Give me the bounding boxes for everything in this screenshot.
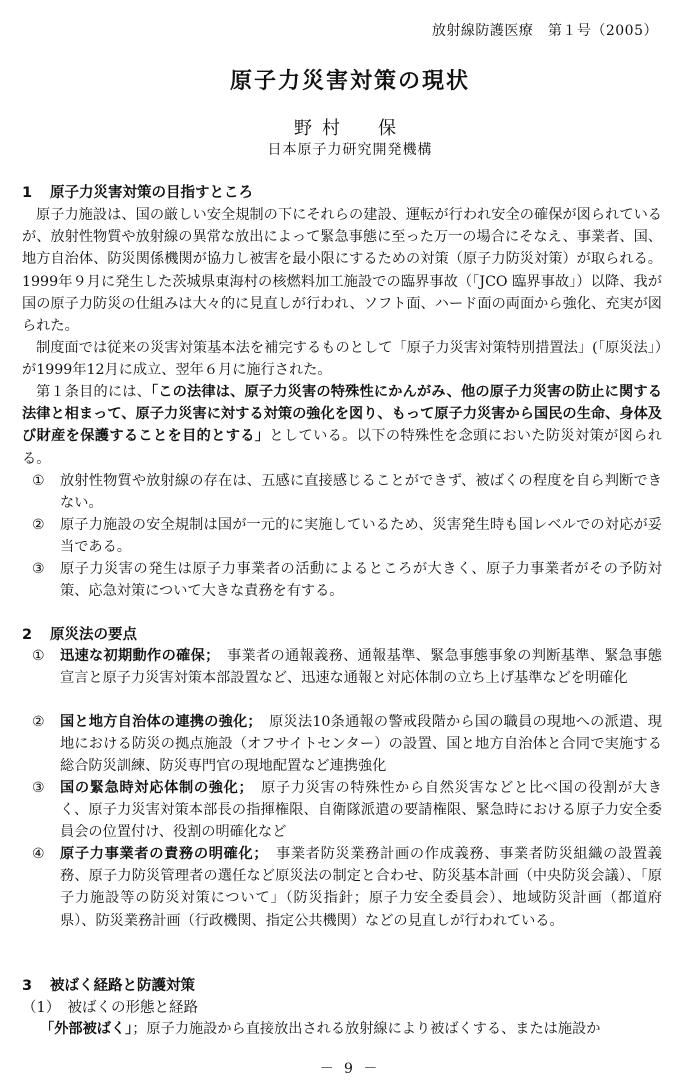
article-tail: としている。以下の特殊性を念頭においた防災対策が図られる。 [22,428,662,467]
list-item [22,470,662,514]
item-number: ① [32,473,45,489]
item-number: ① [32,648,45,664]
list-item [22,514,662,558]
item-number: ③ [32,561,45,577]
paragraph [40,1018,662,1040]
section-title: 原子力災害対策の目指すところ [50,185,253,201]
section-title: 原災法の要点 [50,627,137,643]
paper-title: 原子力災害対策の現状 [229,68,470,94]
page-number: － 9 － [319,1061,381,1077]
paragraph-text: ；原子力施設から直接放出される放射線により被ばくする、または施設か [132,1021,601,1037]
subsection-heading: （1） 被ばくの形態と経路 [22,1000,198,1016]
section-title: 被ばく経路と防護対策 [50,978,195,994]
item-text: 放射性物質や放射線の存在は、五感に直接感じることができず、被ばくの程度を自ら判断できない。 [60,473,662,512]
item-text: 原子力災害の特殊性から自然災害などと比べ国の役割が大きく、原子力災害対策本部長の指揮権限、自衛隊派遣の要請権限、緊急時における原子力安全委員会の位置付け、役割の明確化など [60,780,662,841]
article-quote: 「この法律は、原子力災害の特殊性にかんがみ、他の原子力災害の防止に関する法律と相まって、原子力災害に対する対策の強化を図り、もって原子力災害から国民の生命、身体及び財産を保護することを目的とする」 [22,384,662,445]
section-number: 1 [22,185,33,201]
list-item [22,777,662,844]
item-text: 原災法10条通報の警戒段階から国の職員の現地への派遣、現地における防災の拠点施設（オフサイトセンター）の設置、国と地方自治体と合同で実施する総合防災訓練、防災専門官の現地配置など連携強化 [60,714,662,775]
section-1-heading [22,181,253,202]
article-intro: 第１条目的には、 [36,384,151,400]
journal-header: 放射線防護医療 第１号（2005） [431,23,658,39]
item-text: 原子力災害の発生は原子力事業者の活動によるところが大きく、原子力事業者がその予防対策、応急対策について大きな責務を有する。 [60,561,662,600]
item-bold-label: 国の緊急時対応体制の強化； [60,780,246,796]
term-bold: 「外部被ばく」 [40,1021,133,1037]
list-item [22,843,662,932]
item-bold-label: 迅速な初期動作の確保； [60,648,213,664]
article-paragraph [22,381,662,470]
item-bold-label: 原子力事業者の責務の明確化； [60,846,261,862]
section-3-heading [22,974,195,995]
item-number: ③ [32,780,45,796]
item-number: ④ [32,846,45,862]
item-text: 原子力施設の安全規制は国が一元的に実施しているため、災害発生時も国レベルでの対応が妥当である。 [60,517,662,556]
section-2-heading [22,623,137,644]
section-number: 3 [22,978,33,994]
author-name: 野村 保 [294,118,406,139]
section-number: 2 [22,627,33,643]
paragraph: 制度面では従来の災害対策基本法を補完するものとして「原子力災害対策特別措置法」(「原災法」）が1999年12月に成立、翌年６月に施行された。 [22,340,662,379]
item-text: 事業者防災業務計画の作成義務、事業者防災組織の設置義務、原子力防災管理者の選任など原災法の制定と合わせ、防災基本計画（中央防災会議）、「原子力施設等の防災対策について」（防災指針；原子力安全委員会）、地域防災計画（都道府県）、防災業務計画（行政機関、指定公共機関）などの見直しが行われている。 [60,846,662,929]
item-text: 事業者の通報義務、通報基準、緊急事態事象の判断基準、緊急事態宣言と原子力災害対策本部設置など、迅速な通報と対応体制の立ち上げ基準などを明確化 [60,648,662,687]
item-number: ② [32,714,45,730]
item-number: ② [32,517,45,533]
list-item [22,558,662,602]
list-item [22,645,662,689]
item-bold-label: 国と地方自治体の連携の強化； [60,714,255,730]
paragraph: 原子力施設は、国の厳しい安全規制の下にそれらの建設、運転が行われ安全の確保が図られているが、放射性物質や放射線の異常な放出によって緊急事態に至った万一の場合にそなえ、事業者、国、地方自治体、防災関係機関が協力し被害を最小限にするための対策（原子力防災対策）が取られる。1999年９月に発生した茨城県東海村の核燃料加工施設での臨界事故（「JCO 臨界事故」）以降、我が国の原子力防災の仕組みは大々的に見直しが行われ、ソフト面、ハード面の両面から強化、充実が図られた。 [22,207,662,335]
affiliation: 日本原子力研究開発機構 [267,142,433,158]
list-item [22,711,662,778]
